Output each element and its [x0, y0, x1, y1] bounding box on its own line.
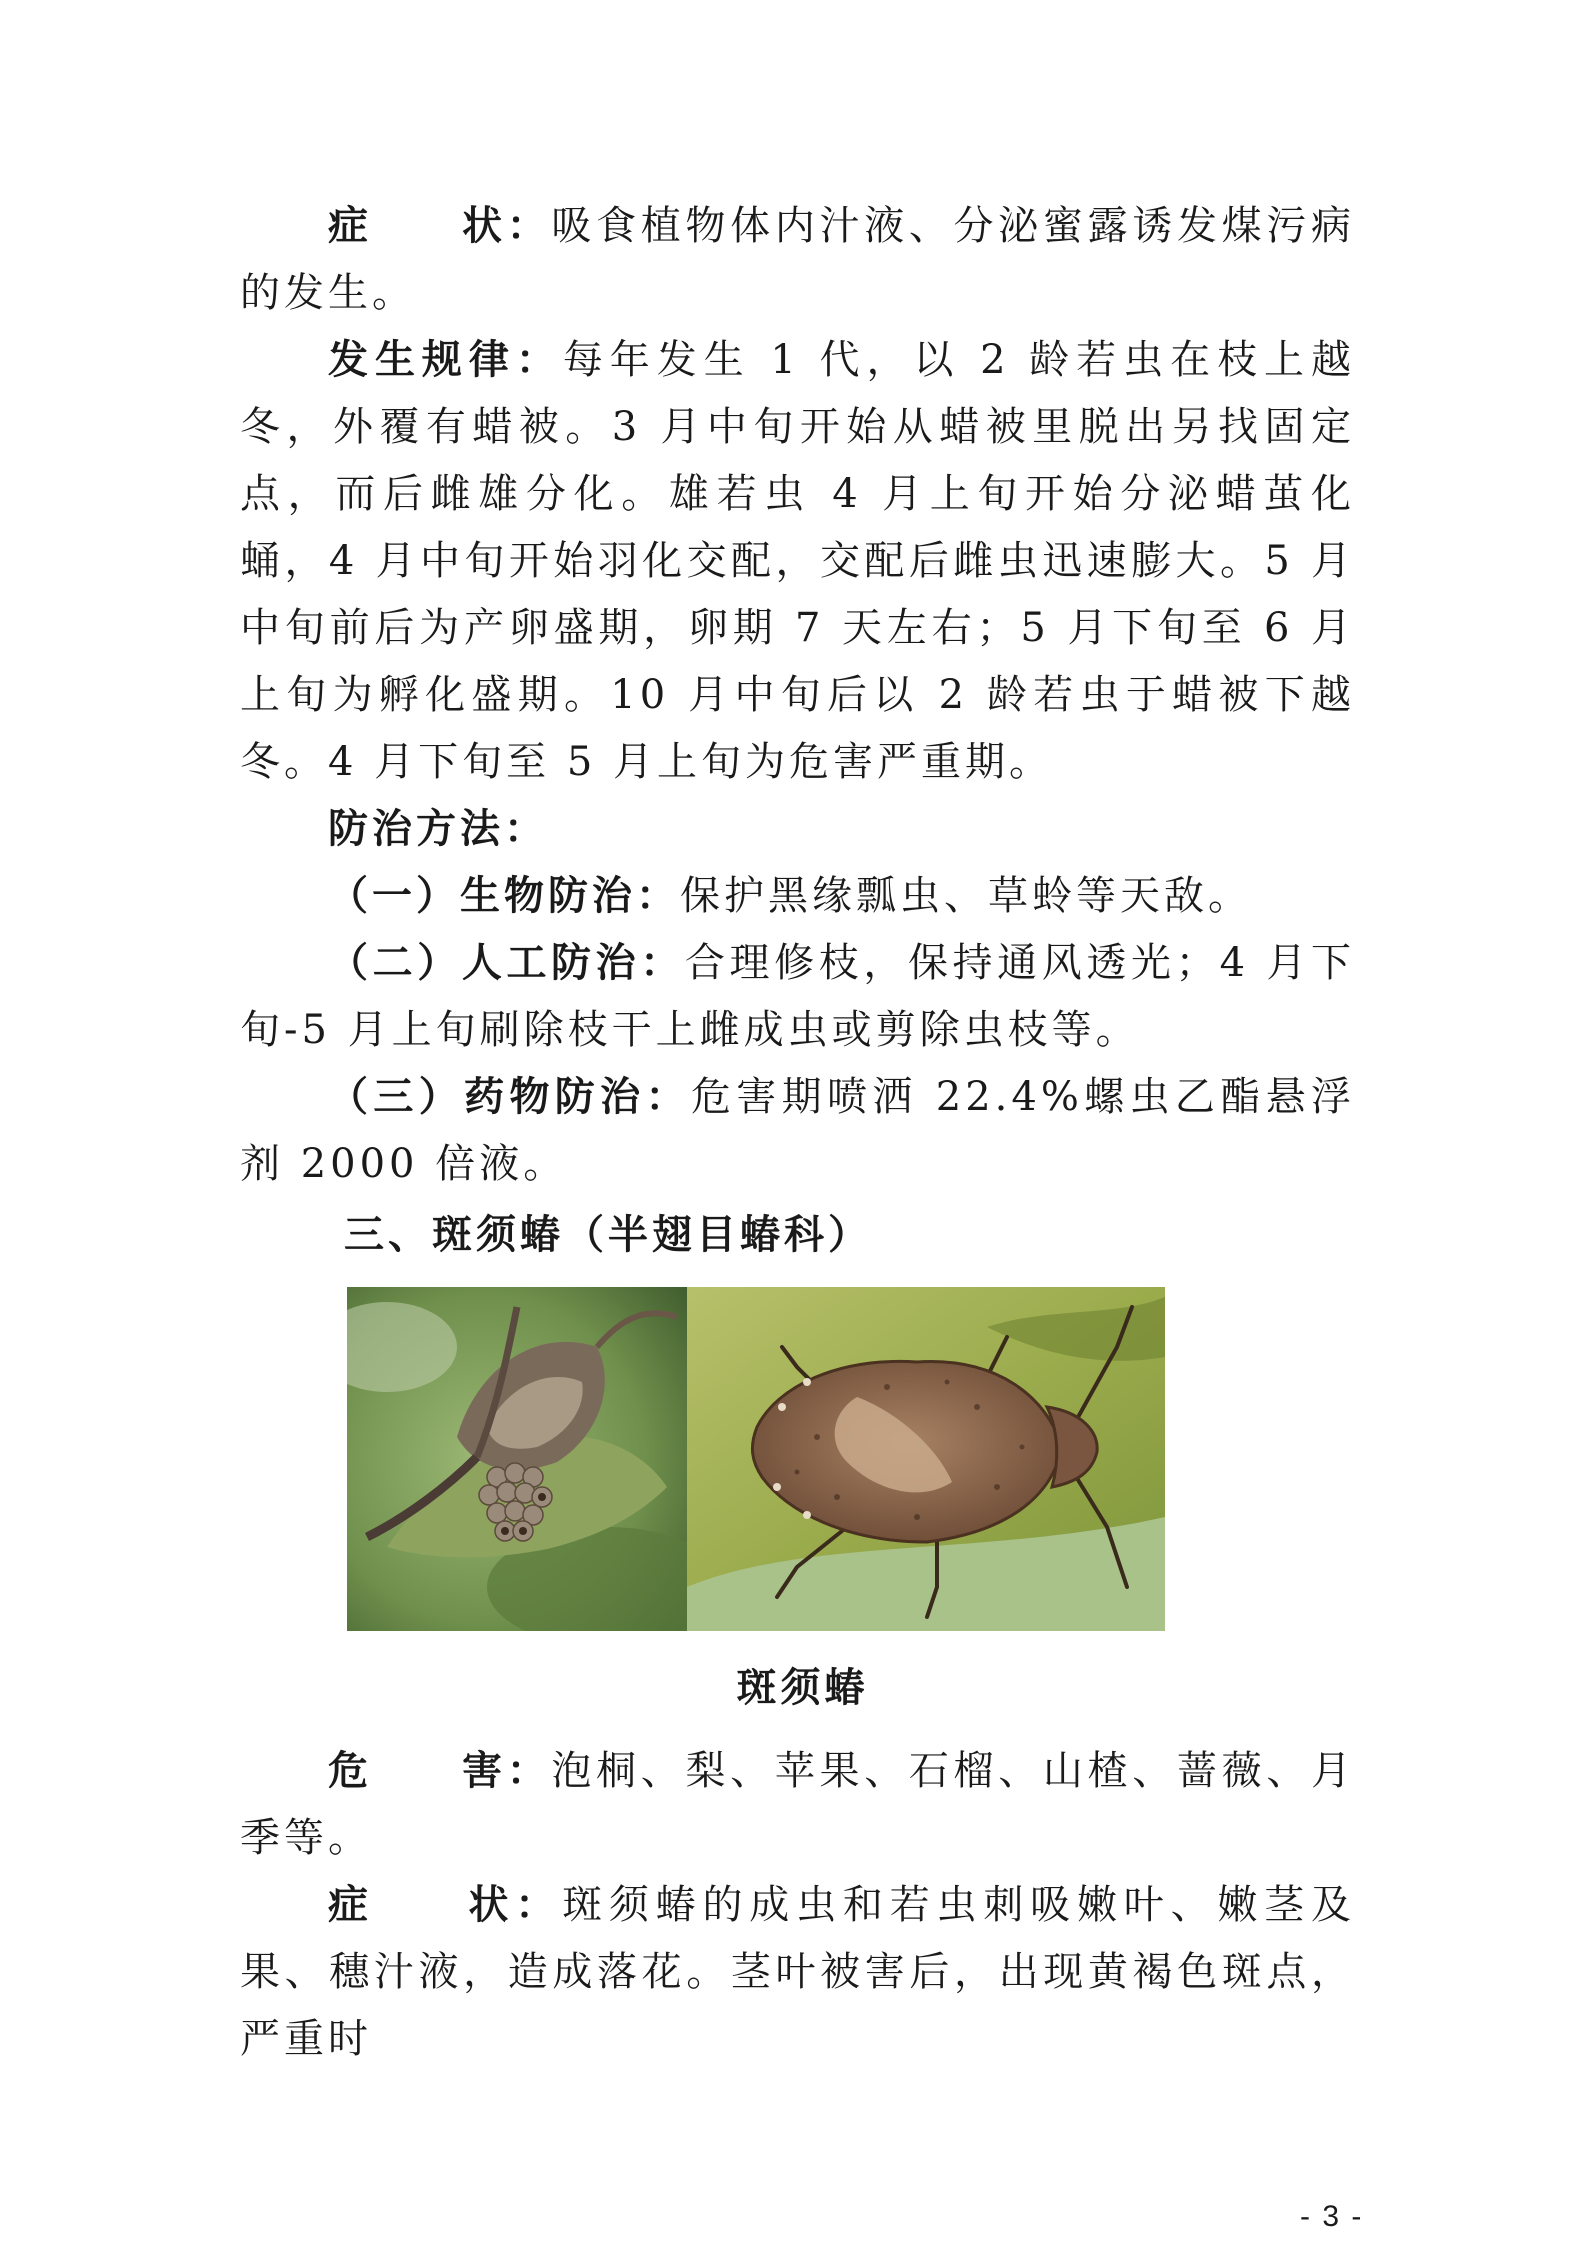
text-symptom: 吸食植物体内汁液、分泌蜜露诱发煤污病的发生。 — [240, 203, 1356, 316]
paragraph-symptom-2 — [240, 1872, 1355, 2073]
figure-caption: 斑须蝽 — [736, 1665, 869, 1711]
label-chemical-control: （三）药物防治： — [328, 1074, 691, 1120]
text-chemical-control: 危害期喷洒 22.4%螺虫乙酯悬浮剂 2000 倍液。 — [240, 1074, 1355, 1187]
photo-adult-stinkbug — [687, 1287, 1165, 1631]
text-biological-control: 保护黑缘瓢虫、草蛉等天敌。 — [680, 873, 1252, 919]
paragraph-harm — [240, 1738, 1355, 1872]
document-body — [240, 193, 1355, 2073]
figure-photos — [240, 1277, 1355, 1669]
paragraph-biological-control — [240, 863, 1355, 930]
label-biological-control: （一）生物防治： — [328, 873, 680, 919]
paragraph-symptom — [240, 193, 1355, 327]
label-manual-control: （二）人工防治： — [328, 940, 685, 986]
text-occurrence: 每年发生 1 代，以 2 龄若虫在枝上越冬，外覆有蜡被。3 月中旬开始从蜡被里脱出另找固定点，而后雌雄分化。雄若虫 4 月上旬开始分泌蜡茧化蛹，4 月中旬开始羽化交配，交配后雌虫迅速膨大。5 月中旬前后为产卵盛期，卵期 7 天左右；5 月下旬至 6 月上旬为孵化盛期。10 月中旬后以 2 龄若虫于蜡被下越冬。4 月下旬至 5 月上旬为危害严重期。 — [240, 337, 1355, 785]
paragraph-occurrence — [240, 327, 1355, 796]
label-control-methods: 防治方法： — [328, 806, 548, 852]
paragraph-chemical-control — [240, 1064, 1355, 1198]
label-symptom-2: 症 状： — [328, 1882, 563, 1928]
label-harm: 危 害： — [328, 1748, 552, 1794]
page-number: - 3 - — [1300, 2200, 1364, 2233]
label-occurrence: 发生规律： — [328, 337, 563, 383]
text-manual-control: 合理修枝，保持通风透光；4 月下旬-5 月上旬刷除枝干上雌成虫或剪除虫枝等。 — [240, 940, 1355, 1053]
text-harm: 泡桐、梨、苹果、石榴、山楂、蔷薇、月季等。 — [240, 1748, 1356, 1861]
label-symptom: 症 状： — [328, 203, 552, 249]
section-heading: 三、斑须蝽（半翅目蝽科） — [344, 1212, 872, 1258]
photo-egg-cluster — [347, 1287, 687, 1631]
paragraph-control-methods — [240, 796, 1355, 863]
text-symptom-2: 斑须蝽的成虫和若虫刺吸嫩叶、嫩茎及果、穗汁液，造成落花。茎叶被害后，出现黄褐色斑点，严重时 — [240, 1882, 1356, 2062]
paragraph-manual-control — [240, 930, 1355, 1064]
